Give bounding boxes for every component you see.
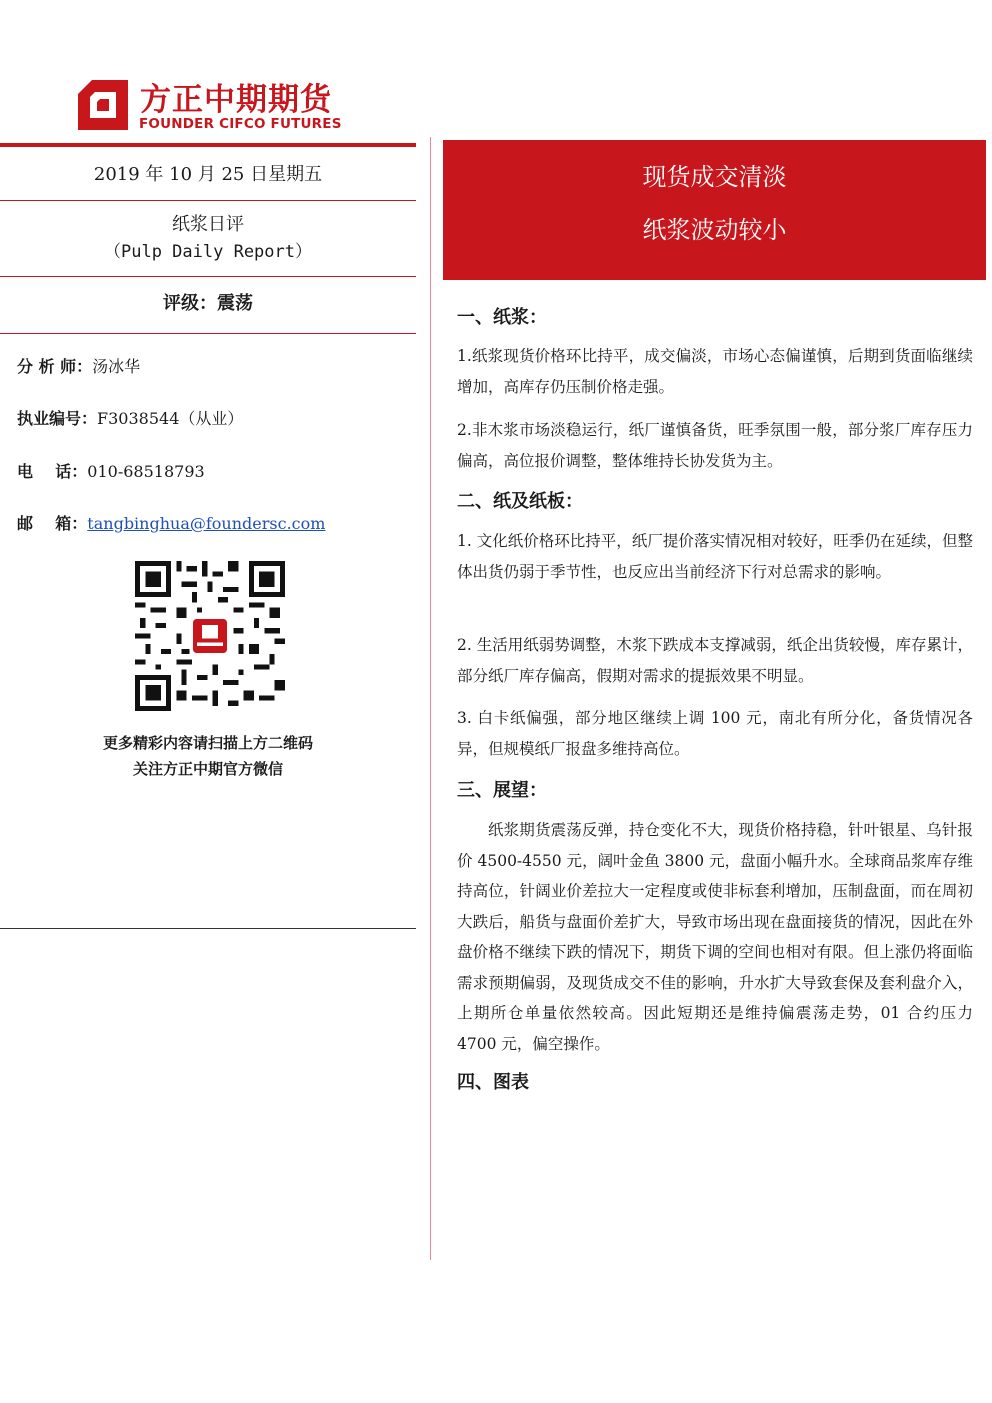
license-row [17,406,243,429]
divider [0,276,416,277]
paper-paragraph-1: 1. 文化纸价格环比持平，纸厂提价落实情况相对较好，旺季仍在延续，但整体出货仍弱于季节性，也反应出当前经济下行对总需求的影响。 [457,532,973,581]
qr-caption-line1: 更多精彩内容请扫描上方二维码 [102,734,313,752]
email-link[interactable]: tangbinghua@foundersc.com [87,514,326,533]
section-heading-paper: 二、纸及纸板： [457,491,583,512]
pulp-paragraph-1: 1.纸浆现货价格环比持平，成交偏淡，市场心态偏谨慎，后期到货面临继续增加，高库存仍压制价格走强。 [457,347,973,396]
phone-number: 010-68518793 [87,462,205,481]
header-red-rule [0,143,416,147]
report-date: 2019 年 10 月 25 日星期五 [93,164,323,185]
license-number: F3038544（从业） [97,409,244,428]
headline-line1: 现货成交清淡 [642,163,787,191]
logo-mark-icon [78,80,128,130]
analyst-label: 分 析 师： [17,357,93,376]
analyst-row [17,354,140,377]
email-label: 邮 箱： [17,514,88,533]
phone-label: 电 话： [17,462,88,481]
section-heading-outlook: 三、展望： [457,780,547,801]
license-label: 执业编号： [17,409,98,428]
paper-paragraph-3: 3. 白卡纸偏强，部分地区继续上调 100 元，南北有所分化，备货情况各异，但规模纸厂报盘多维持高位。 [457,709,973,758]
pulp-paragraph-2: 2.非木浆市场淡稳运行，纸厂谨慎备货，旺季氛围一般，部分浆厂库存压力偏高，高位报价调整，整体维持长协发货为主。 [457,421,973,470]
column-divider [430,137,431,1260]
qr-caption-line2: 关注方正中期官方微信 [132,760,283,778]
divider [0,333,416,334]
logo-name-cn: 方正中期期货 [140,82,332,118]
divider [0,200,416,201]
headline-line2: 纸浆波动较小 [642,216,787,244]
report-title: 纸浆日评 [172,214,244,235]
report-rating: 评级：震荡 [163,293,253,314]
analyst-name: 汤冰华 [92,357,141,376]
logo-name-en: FOUNDER CIFCO FUTURES [139,116,342,132]
section-heading-pulp: 一、纸浆： [457,307,547,328]
email-row [17,511,325,534]
report-subtitle: （Pulp Daily Report） [104,242,312,262]
paper-paragraph-2: 2. 生活用纸弱势调整，木浆下跌成本支撑减弱，纸企出货较慢，库存累计，部分纸厂库存偏高，假期对需求的提振效果不明显。 [457,636,973,685]
phone-row [17,459,205,482]
outlook-paragraph: 纸浆期货震荡反弹，持仓变化不大，现货价格持稳，针叶银星、乌针报价 4500-4550 元，阔叶金鱼 3800 元，盘面小幅升水。全球商品浆库存维持高位，针阔业价差拉大一定程度或使非标套利增加，压制盘面，而在周初大跌后，船货与盘面价差扩大，导致市场出现在盘面接货的情况，因此在外盘价格不继续下跌的情况下，期货下调的空间也相对有限。但上涨仍将面临需求预期偏弱，及现货成交不佳的影响，升水扩大导致套保及套利盘介入，上期所仓单量依然较高。因此短期还是维持偏震荡走势，01 合约压力 4700 元，偏空操作。 [457,821,973,1053]
divider [0,928,416,929]
qr-code-icon[interactable] [135,561,285,711]
section-heading-charts: 四、图表 [457,1072,529,1093]
